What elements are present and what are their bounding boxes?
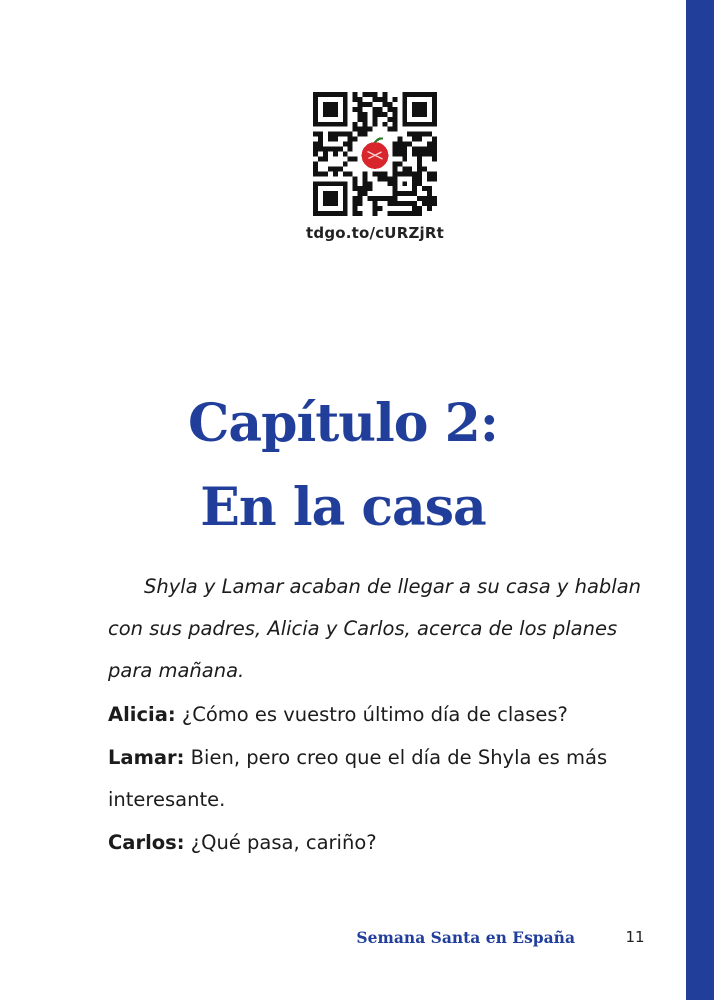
chapter-title (0, 382, 686, 550)
qr-url-label[interactable]: tdgo.to/cURZjRt (306, 224, 444, 242)
page-number: 11 (625, 928, 645, 946)
side-accent-bar (686, 0, 714, 1000)
dialogue-line (108, 822, 656, 864)
apple-icon (358, 137, 393, 172)
dialogue-text: Bien, pero creo que el día de Shyla es más interesante. (108, 746, 608, 811)
qr-code[interactable] (313, 92, 437, 216)
footer-book-title: Semana Santa en España (356, 928, 575, 947)
dialogue-text: ¿Cómo es vuestro último día de clases? (175, 703, 568, 726)
chapter-title-line-1: Capítulo 2: (188, 393, 498, 454)
speaker-name: Carlos: (108, 831, 185, 854)
dialogue-line (108, 737, 656, 821)
speaker-name: Alicia: (108, 703, 176, 726)
qr-code-graphic (313, 92, 437, 216)
intro-paragraph: Shyla y Lamar acaban de llegar a su casa y hablan con sus padres, Alicia y Carlos, acerca de los planes para mañana. (108, 575, 642, 682)
speaker-name: Lamar: (108, 746, 185, 769)
dialogue-line (108, 694, 656, 736)
chapter-title-line-2: En la casa (200, 477, 486, 538)
chapter-body (108, 566, 656, 865)
dialogue-text: ¿Qué pasa, cariño? (184, 831, 377, 854)
